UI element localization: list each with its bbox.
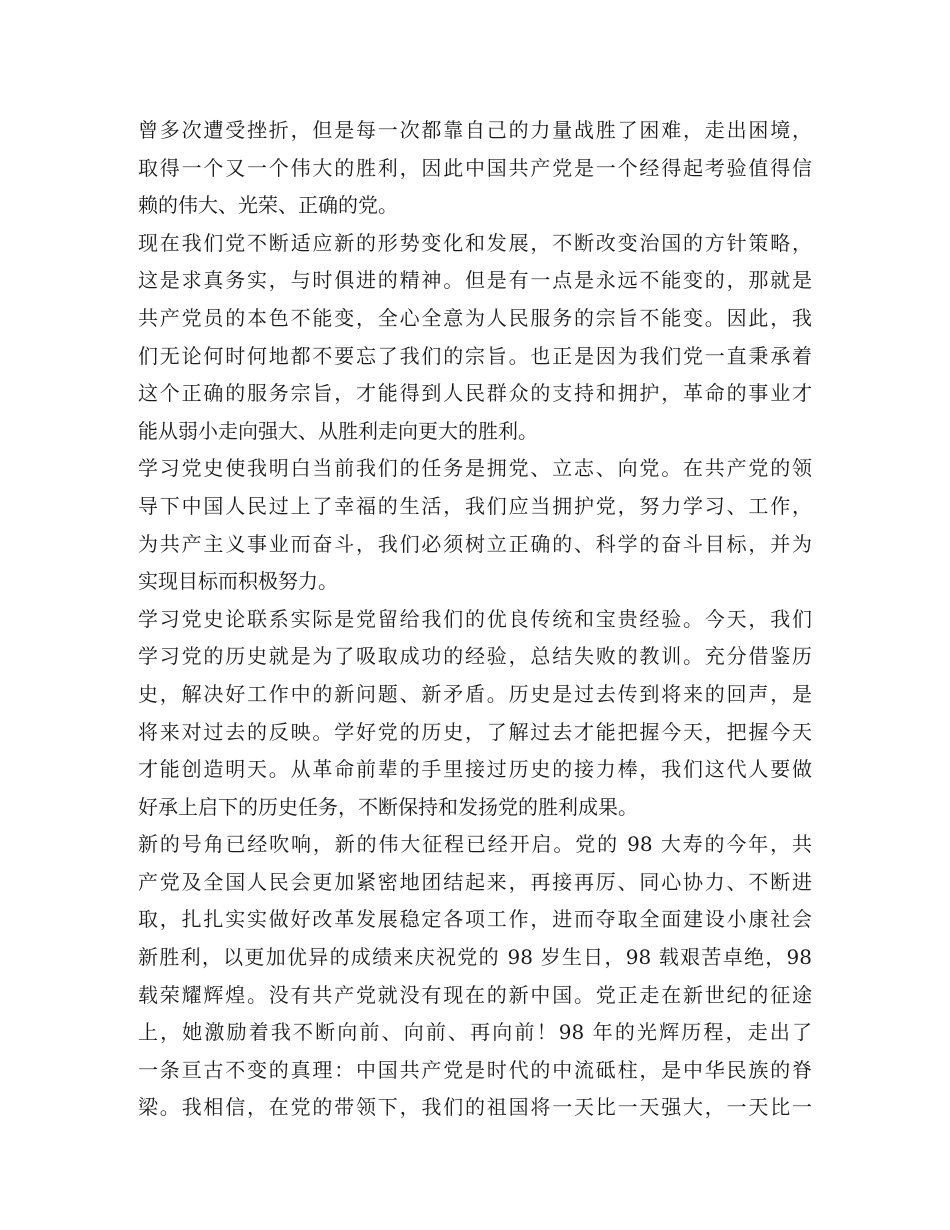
paragraph [138, 225, 812, 451]
text-line: 一条亘古不变的真理：中国共产党是时代的中流砥柱，是中华民族的脊 [138, 1057, 812, 1082]
text-line: 学习党的历史就是为了吸取成功的经验，总结失败的教训。充分借鉴历 [138, 644, 812, 669]
text-line: 们无论何时何地都不要忘了我们的宗旨。也正是因为我们党一直秉承着 [138, 343, 812, 368]
text-line: 新胜利，以更加优异的成绩来庆祝党的 98 岁生日，98 载艰苦卓绝，98 [138, 945, 812, 970]
text-line: 学习党史论联系实际是党留给我们的优良传统和宝贵经验。今天，我们 [138, 606, 812, 631]
paragraph [138, 826, 812, 1127]
text-line: 曾多次遭受挫折，但是每一次都靠自己的力量战胜了困难，走出困境， [138, 118, 812, 142]
text-line: 为共产主义事业而奋斗，我们必须树立正确的、科学的奋斗目标，并为 [138, 531, 812, 556]
text-line: 赖的伟大、光荣、正确的党。 [138, 193, 398, 218]
text-line: 上，她激励着我不断向前、向前、再向前！98 年的光辉历程，走出了 [138, 1020, 812, 1045]
document-page [138, 112, 812, 1127]
text-line: 载荣耀辉煌。没有共产党就没有现在的新中国。党正走在新世纪的征途 [138, 982, 812, 1007]
text-line: 好承上启下的历史任务，不断保持和发扬党的胜利成果。 [138, 794, 638, 819]
paragraph [138, 112, 812, 225]
text-line: 能从弱小走向强大、从胜利走向更大的胜利。 [138, 418, 538, 443]
text-line: 史，解决好工作中的新问题、新矛盾。历史是过去传到将来的回声，是 [138, 681, 812, 706]
text-line: 将来对过去的反映。学好党的历史，了解过去才能把握今天，把握今天 [138, 719, 812, 744]
paragraph [138, 601, 812, 827]
paragraph [138, 450, 812, 600]
text-line: 这个正确的服务宗旨，才能得到人民群众的支持和拥护，革命的事业才 [138, 381, 812, 406]
text-line: 新的号角已经吹响，新的伟大征程已经开启。党的 98 大寿的今年，共 [138, 832, 812, 857]
text-line: 共产党员的本色不能变，全心全意为人民服务的宗旨不能变。因此，我 [138, 305, 812, 330]
text-line: 这是求真务实，与时俱进的精神。但是有一点是永远不能变的，那就是 [138, 268, 812, 293]
text-line: 才能创造明天。从革命前辈的手里接过历史的接力棒，我们这代人要做 [138, 757, 812, 782]
text-line: 取，扎扎实实做好改革发展稳定各项工作，进而夺取全面建设小康社会 [138, 907, 812, 932]
text-line: 取得一个又一个伟大的胜利，因此中国共产党是一个经得起考验值得信 [138, 155, 812, 180]
text-line: 实现目标而积极努力。 [138, 569, 338, 594]
text-line: 导下中国人民过上了幸福的生活，我们应当拥护党，努力学习、工作， [138, 493, 812, 518]
text-line: 产党及全国人民会更加紧密地团结起来，再接再厉、同心协力、不断进 [138, 869, 812, 894]
text-line: 现在我们党不断适应新的形势变化和发展，不断改变治国的方针策略， [138, 230, 812, 255]
text-line: 梁。我相信，在党的带领下，我们的祖国将一天比一天强大，一天比一 [138, 1095, 812, 1120]
text-line: 学习党史使我明白当前我们的任务是拥党、立志、向党。在共产党的领 [138, 456, 812, 481]
